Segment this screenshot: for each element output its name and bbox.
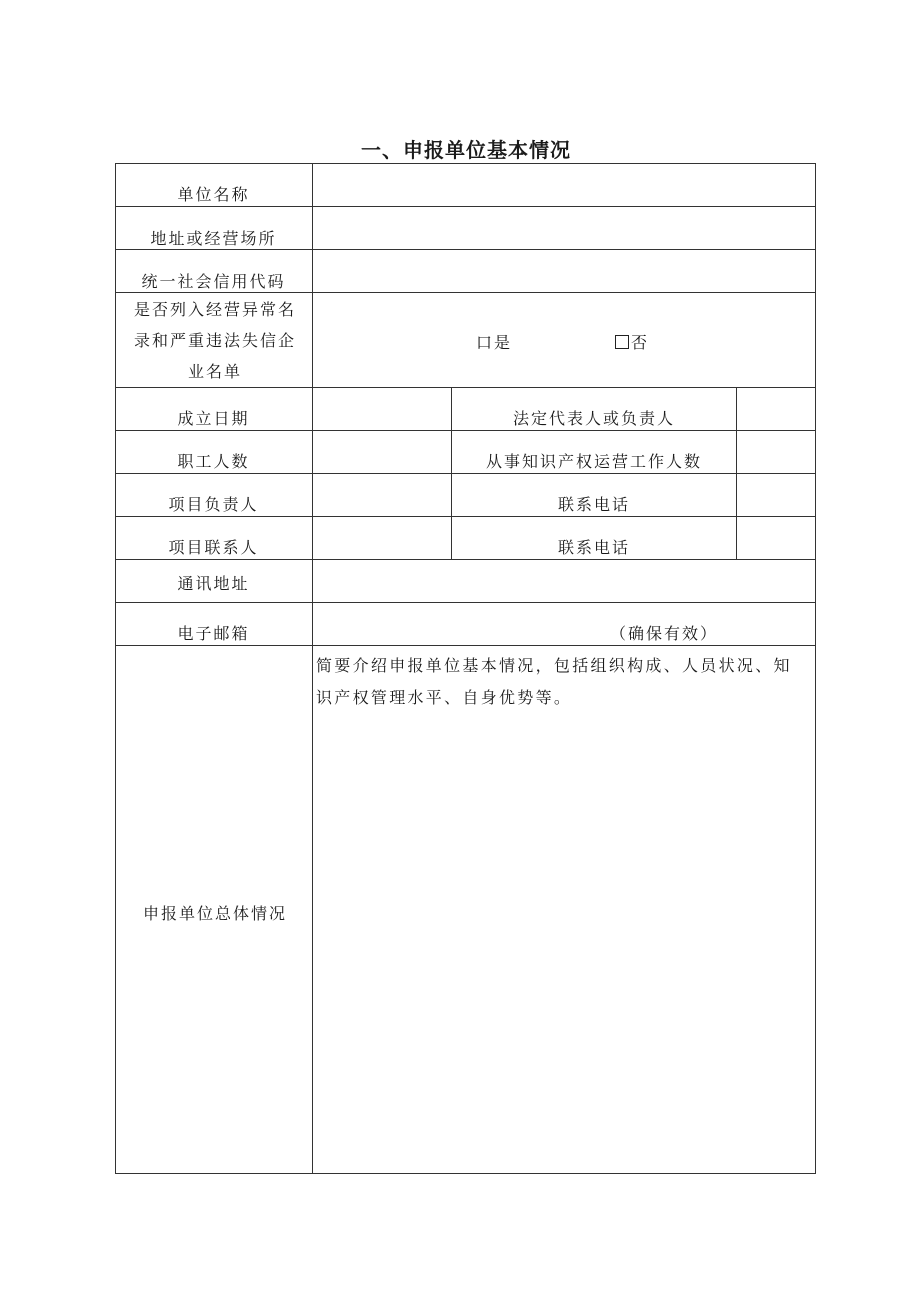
email-label: 电子邮箱 [177, 624, 250, 643]
legal-rep-field[interactable] [737, 388, 815, 430]
blacklist-label [118, 294, 312, 387]
unit-name-label: 单位名称 [177, 185, 250, 204]
row-divider [115, 473, 816, 474]
address-label: 地址或经营场所 [150, 229, 277, 248]
project-lead-field[interactable] [313, 474, 451, 516]
unit-name-field[interactable] [313, 164, 815, 206]
contact-phone-field[interactable] [737, 517, 815, 559]
yes-option[interactable]: 口是 [476, 333, 513, 352]
blacklist-label-line: 录和严重违法失信企 [133, 331, 296, 350]
no-option[interactable] [615, 330, 675, 353]
row-divider [115, 292, 816, 293]
blacklist-label-line: 是否列入经营异常名 [133, 300, 296, 319]
row-divider [115, 602, 816, 603]
mailing-address-field[interactable] [313, 560, 815, 602]
address-field[interactable] [313, 207, 815, 249]
page-title: 一、申报单位基本情况 [361, 138, 571, 162]
credit-code-field[interactable] [313, 250, 815, 292]
row-divider [115, 387, 816, 388]
mailing-address-label: 通讯地址 [177, 574, 250, 593]
overview-label: 申报单位总体情况 [142, 904, 287, 923]
phone-label: 联系电话 [557, 495, 630, 514]
legal-rep-label: 法定代表人或负责人 [512, 409, 675, 428]
employee-count-field[interactable] [313, 431, 451, 473]
overview-instructions: 简要介绍申报单位基本情况，包括组织构成、人员状况、知识产权管理水平、自身优势等。 [316, 656, 792, 707]
contact-phone-label: 联系电话 [557, 538, 630, 557]
email-hint: （确保有效） [610, 624, 719, 643]
table-border-bottom [115, 1173, 816, 1174]
project-contact-label: 项目联系人 [168, 538, 259, 557]
no-option-label: 否 [631, 333, 650, 352]
checkbox-icon[interactable] [615, 335, 629, 349]
ip-staff-field[interactable] [737, 431, 815, 473]
employee-count-label: 职工人数 [177, 452, 250, 471]
table-border-right [815, 163, 816, 1174]
row-divider [115, 516, 816, 517]
row-divider [115, 645, 816, 646]
project-contact-field[interactable] [313, 517, 451, 559]
blacklist-label-line: 业名单 [187, 362, 242, 381]
phone-field[interactable] [737, 474, 815, 516]
overview-textarea[interactable] [313, 718, 815, 1173]
credit-code-label: 统一社会信用代码 [141, 272, 286, 291]
row-divider [115, 430, 816, 431]
ip-staff-label: 从事知识产权运营工作人数 [485, 452, 702, 471]
table-border-left [115, 163, 116, 1174]
project-lead-label: 项目负责人 [168, 495, 259, 514]
founded-date-label: 成立日期 [177, 409, 250, 428]
founded-date-field[interactable] [313, 388, 451, 430]
